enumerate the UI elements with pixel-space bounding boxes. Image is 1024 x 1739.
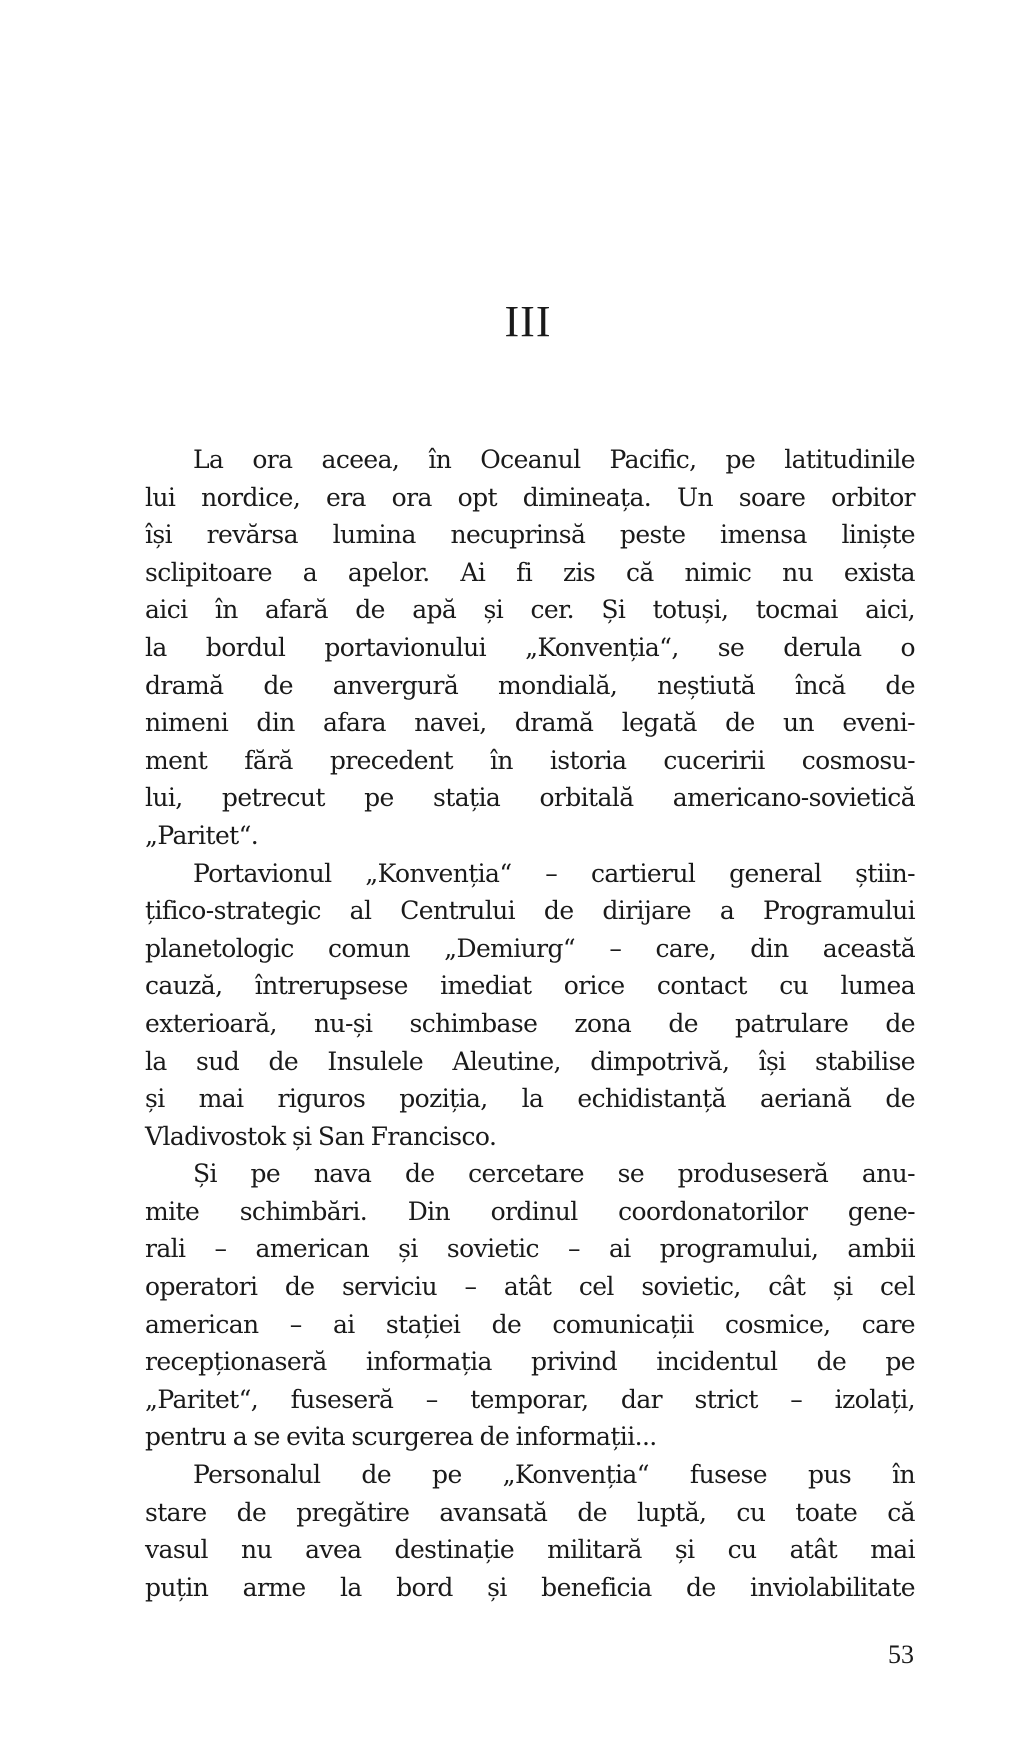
text-line: nimeni din afara navei, dramă legată de un eveni- [145,708,915,738]
text-line: vasul nu avea destinație militară și cu atât mai [145,1535,915,1565]
text-line: exterioară, nu-și schimbase zona de patrulare de [145,1008,915,1038]
text-line: țifico-strategic al Centrului de dirijare a Programului [145,896,915,926]
text-line: american – ai stației de comunicații cosmice, care [145,1309,915,1339]
text-line: Personalul de pe „Konvenția“ fusese pus în [193,1460,915,1490]
paragraph [145,855,915,1156]
paragraph [145,1456,915,1606]
text-line: lui, petrecut pe stația orbitală americano-sovietică [145,783,915,813]
body-text [145,441,915,1606]
text-line: Portavionul „Konvenția“ – cartierul general știin- [193,858,915,888]
text-line: planetologic comun „Demiurg“ – care, din această [145,933,915,963]
text-line: lui nordice, era ora opt dimineața. Un soare orbitor [145,482,915,512]
text-line: operatori de serviciu – atât cel sovietic, cât și cel [145,1272,915,1302]
text-line: și mai riguros poziția, la echidistanță aeriană de [145,1084,915,1114]
text-line: Și pe nava de cercetare se produseseră anu- [193,1159,915,1189]
text-line: puțin arme la bord și beneficia de inviolabilitate [145,1572,915,1602]
paragraph [145,441,915,855]
text-line: Vladivostok și San Francisco. [145,1121,497,1151]
text-line: aici în afară de apă și cer. Și totuși, tocmai aici, [145,595,915,625]
text-line: dramă de anvergură mondială, neștiută încă de [145,670,915,700]
text-line: rali – american și sovietic – ai programului, ambii [145,1234,915,1264]
page-number: 53 [888,1640,914,1669]
text-line: „Paritet“, fuseseră – temporar, dar strict – izolați, [145,1384,915,1414]
text-line: ment fără precedent în istoria cuceririi cosmosu- [145,745,915,775]
text-line: cauză, întrerupsese imediat orice contact cu lumea [145,971,915,1001]
text-line: La ora aceea, în Oceanul Pacific, pe latitudinile [193,445,915,474]
text-line: mite schimbări. Din ordinul coordonatorilor gene- [145,1196,915,1226]
paragraph [145,1155,915,1456]
text-line: sclipitoare a apelor. Ai fi zis că nimic nu exista [145,557,915,587]
text-line: la bordul portavionului „Konvenția“, se derula o [145,632,915,662]
text-line: își revărsa lumina necuprinsă peste imensa liniște [145,520,915,550]
text-line: recepționaseră informația privind incidentul de pe [145,1347,915,1377]
chapter-title: III [504,297,552,346]
text-line: pentru a se evita scurgerea de informații... [145,1422,657,1452]
text-line: „Paritet“. [145,820,259,850]
text-line: la sud de Insulele Aleutine, dimpotrivă, își stabilise [145,1046,915,1076]
text-line: stare de pregătire avansată de luptă, cu toate că [145,1497,915,1527]
